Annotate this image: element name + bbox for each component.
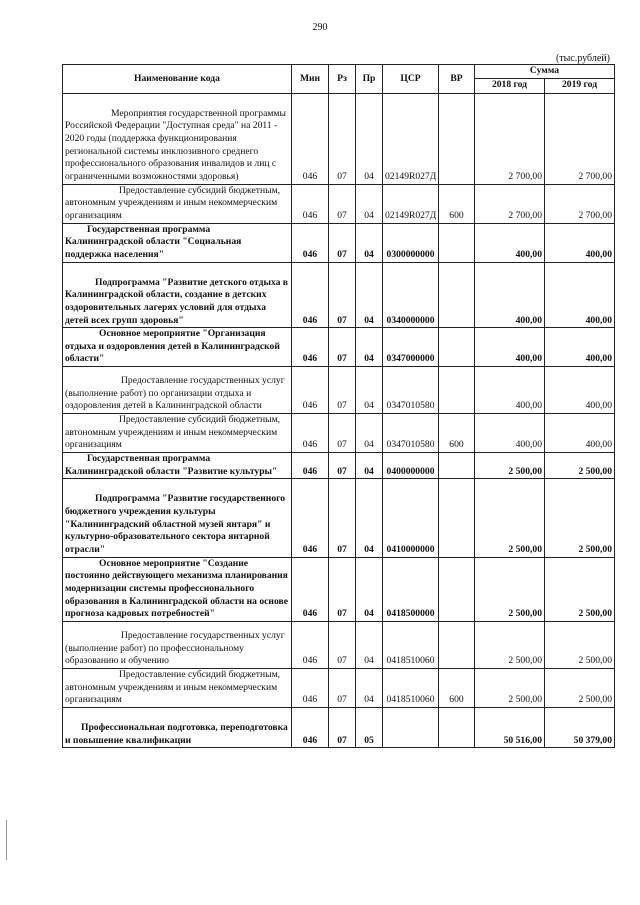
row-csr: 0347000000 — [383, 328, 439, 367]
row-csr: 0418510060 — [383, 668, 439, 707]
row-min: 046 — [292, 93, 329, 184]
row-min: 046 — [292, 414, 329, 453]
row-rz: 07 — [329, 414, 356, 453]
page-number: 290 — [312, 22, 328, 33]
row-pr: 04 — [356, 223, 383, 262]
row-vr: 600 — [439, 414, 475, 453]
row-name: Основное мероприятие "Создание постоянно действующего механизма планирования модернизации системы профессионального образования в Калининградской области на основе прогноза кадровых потребностей" — [65, 557, 288, 620]
header-year-2018: 2018 год — [475, 78, 545, 93]
row-name: Профессиональная подготовка, переподготовка и повышение квалификации — [65, 721, 288, 746]
table-row — [63, 621, 615, 668]
row-min: 046 — [292, 453, 329, 479]
header-pr: Пр — [356, 65, 383, 94]
row-min: 046 — [292, 621, 329, 668]
row-pr: 04 — [356, 453, 383, 479]
row-csr: 0340000000 — [383, 262, 439, 328]
row-2019: 2 500,00 — [545, 453, 615, 479]
table-row — [63, 93, 615, 184]
row-pr: 04 — [356, 328, 383, 367]
row-2019: 2 500,00 — [545, 479, 615, 557]
row-min: 046 — [292, 707, 329, 747]
table-row — [63, 367, 615, 414]
row-2019: 2 500,00 — [545, 668, 615, 707]
row-pr: 04 — [356, 184, 383, 223]
header-year-2019: 2019 год — [545, 78, 615, 93]
row-pr: 04 — [356, 479, 383, 557]
row-min: 046 — [292, 328, 329, 367]
table-row — [63, 668, 615, 707]
row-pr: 04 — [356, 262, 383, 328]
table-row — [63, 223, 615, 262]
row-vr — [439, 621, 475, 668]
row-name: Государственная программа Калининградской области "Развитие культуры" — [65, 453, 278, 477]
row-vr — [439, 223, 475, 262]
row-min: 046 — [292, 479, 329, 557]
header-name: Наименование кода — [63, 65, 292, 94]
table-row — [63, 707, 615, 747]
row-vr — [439, 367, 475, 414]
row-2019: 2 500,00 — [545, 621, 615, 668]
row-2018: 400,00 — [475, 262, 545, 328]
row-csr — [383, 707, 439, 747]
row-rz: 07 — [329, 223, 356, 262]
row-pr: 04 — [356, 93, 383, 184]
row-2018: 2 700,00 — [475, 93, 545, 184]
row-csr: 02149R027Д — [383, 93, 439, 184]
row-pr: 04 — [356, 367, 383, 414]
scan-margin-line — [6, 820, 7, 860]
row-pr: 04 — [356, 668, 383, 707]
row-csr: 02149R027Д — [383, 184, 439, 223]
row-name: Основное мероприятие "Организация отдыха и оздоровления детей в Калининградской области" — [65, 328, 280, 365]
row-rz: 07 — [329, 367, 356, 414]
row-csr: 0410000000 — [383, 479, 439, 557]
table-row — [63, 557, 615, 621]
table-row — [63, 328, 615, 367]
row-vr — [439, 557, 475, 621]
row-name: Подпрограмма "Развитие детского отдыха в Калининградской области, создание в детских оздоровительных лагерях условий для отдыха детей всех групп здоровья" — [65, 276, 288, 326]
row-pr: 04 — [356, 621, 383, 668]
row-2018: 2 700,00 — [475, 184, 545, 223]
row-rz: 07 — [329, 668, 356, 707]
row-rz: 07 — [329, 707, 356, 747]
row-vr — [439, 479, 475, 557]
row-2019: 400,00 — [545, 262, 615, 328]
row-2019: 400,00 — [545, 367, 615, 414]
row-2018: 400,00 — [475, 223, 545, 262]
row-csr: 0300000000 — [383, 223, 439, 262]
row-min: 046 — [292, 184, 329, 223]
row-2018: 2 500,00 — [475, 621, 545, 668]
row-2018: 2 500,00 — [475, 557, 545, 621]
row-2019: 400,00 — [545, 414, 615, 453]
row-name: Предоставление государственных услуг (выполнение работ) по организации отдыха и оздоровления детей в Калининградской области — [65, 375, 285, 412]
header-sum: Сумма — [475, 65, 615, 79]
row-2018: 2 500,00 — [475, 453, 545, 479]
units-label: (тыс.рублей) — [555, 53, 610, 64]
row-csr: 0347010580 — [383, 367, 439, 414]
header-csr: ЦСР — [383, 65, 439, 94]
row-vr — [439, 453, 475, 479]
row-name: Предоставление субсидий бюджетным, автономным учреждениям и иным некоммерческим организациям — [65, 184, 281, 221]
table-row — [63, 453, 615, 479]
row-vr: 600 — [439, 668, 475, 707]
row-rz: 07 — [329, 621, 356, 668]
table-row — [63, 414, 615, 453]
row-name: Предоставление субсидий бюджетным, автономным учреждениям и иным некоммерческим организациям — [65, 414, 281, 451]
row-rz: 07 — [329, 479, 356, 557]
row-rz: 07 — [329, 328, 356, 367]
header-vr: ВР — [439, 65, 475, 94]
row-2018: 2 500,00 — [475, 668, 545, 707]
row-rz: 07 — [329, 93, 356, 184]
row-min: 046 — [292, 557, 329, 621]
row-2019: 50 379,00 — [545, 707, 615, 747]
row-2019: 2 700,00 — [545, 184, 615, 223]
row-2018: 400,00 — [475, 414, 545, 453]
row-vr — [439, 93, 475, 184]
table-row — [63, 479, 615, 557]
row-rz: 07 — [329, 453, 356, 479]
row-vr — [439, 707, 475, 747]
row-name: Подпрограмма "Развитие государственного бюджетного учреждения культуры "Калининградский областной музей янтаря" и культурно-образовательного сектора янтарной отрасли" — [65, 493, 286, 555]
header-rz: Рз — [329, 65, 356, 94]
row-csr: 0418500000 — [383, 557, 439, 621]
row-2018: 400,00 — [475, 328, 545, 367]
row-pr: 05 — [356, 707, 383, 747]
row-pr: 04 — [356, 414, 383, 453]
table-row — [63, 184, 615, 223]
header-min: Мин — [292, 65, 329, 94]
row-name: Государственная программа Калининградской области "Социальная поддержка населения" — [65, 223, 242, 260]
budget-table — [62, 64, 615, 748]
row-min: 046 — [292, 367, 329, 414]
row-vr: 600 — [439, 184, 475, 223]
row-2018: 400,00 — [475, 367, 545, 414]
row-name: Мероприятия государственной программы Российской Федерации "Доступная среда" на 2011 - 2020 годы (поддержка функционирования региональной системы инклюзивного среднего профессионального образования инвалидов и лиц с ограниченными возможностями здоровья) — [65, 107, 286, 182]
row-vr — [439, 262, 475, 328]
row-csr: 0347010580 — [383, 414, 439, 453]
row-name: Предоставление государственных услуг (выполнение работ) по профессиональному образованию и обучению — [65, 629, 285, 667]
row-pr: 04 — [356, 557, 383, 621]
row-2018: 50 516,00 — [475, 707, 545, 747]
row-rz: 07 — [329, 184, 356, 223]
row-rz: 07 — [329, 557, 356, 621]
row-min: 046 — [292, 223, 329, 262]
row-2019: 2 500,00 — [545, 557, 615, 621]
row-2019: 2 700,00 — [545, 93, 615, 184]
row-rz: 07 — [329, 262, 356, 328]
row-vr — [439, 328, 475, 367]
row-csr: 0400000000 — [383, 453, 439, 479]
table-row — [63, 262, 615, 328]
row-csr: 0418510060 — [383, 621, 439, 668]
row-min: 046 — [292, 262, 329, 328]
row-min: 046 — [292, 668, 329, 707]
row-2019: 400,00 — [545, 328, 615, 367]
row-2018: 2 500,00 — [475, 479, 545, 557]
row-name: Предоставление субсидий бюджетным, автономным учреждениям и иным некоммерческим организациям — [65, 668, 281, 706]
row-2019: 400,00 — [545, 223, 615, 262]
